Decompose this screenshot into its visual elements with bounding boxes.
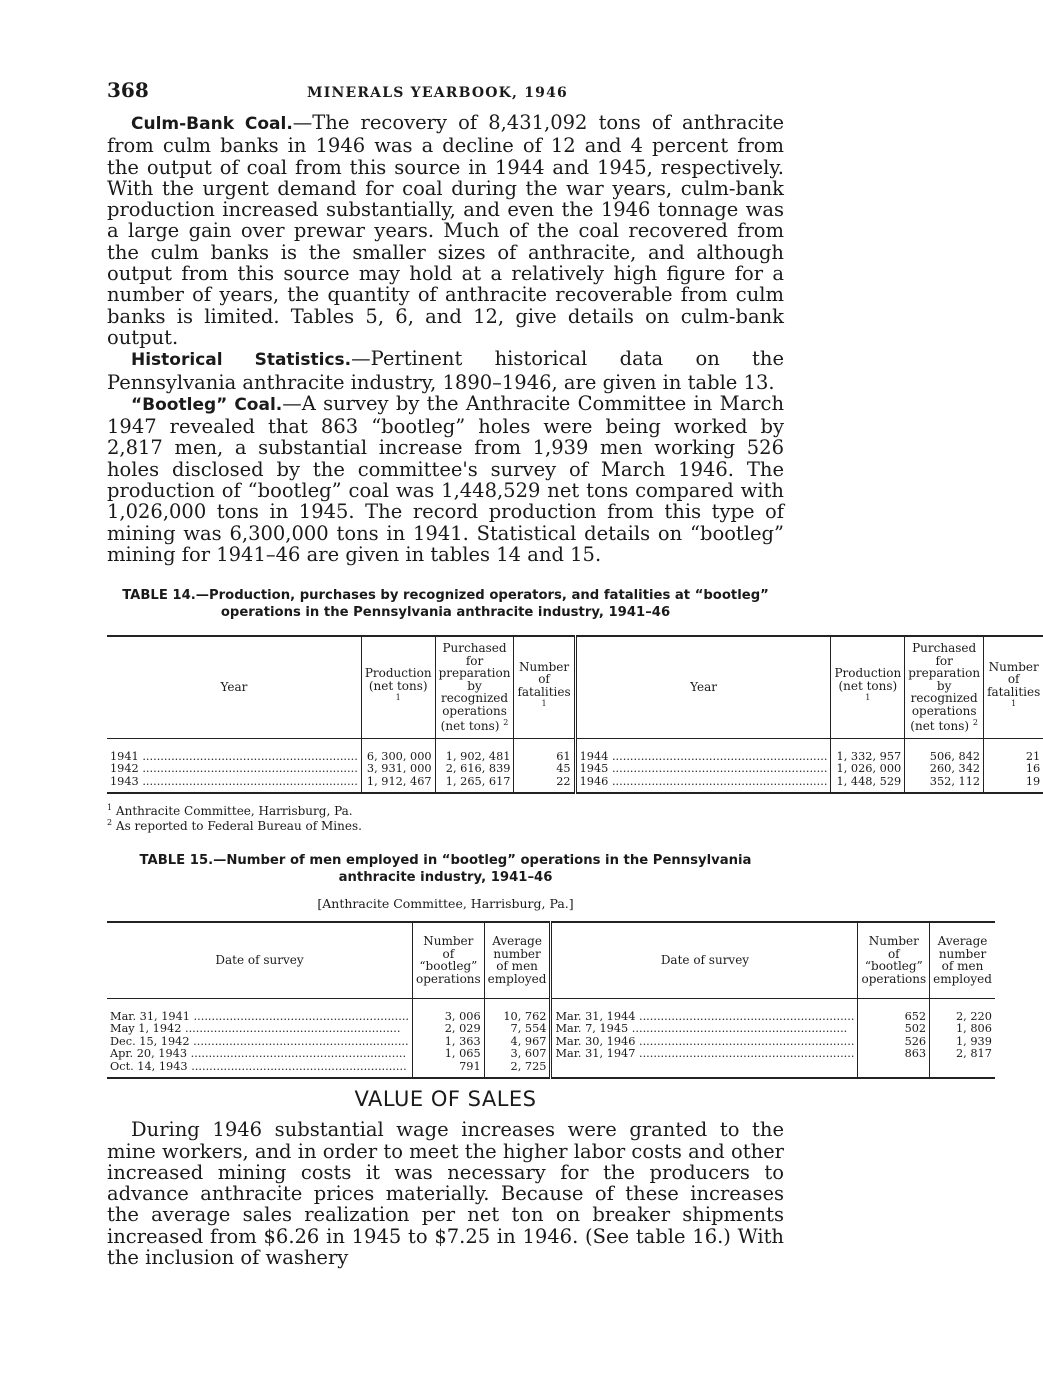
paragraph-text: —Pertinent historical data on the Pennsylvania anthracite industry, 1890–1946, are given in table 13. xyxy=(107,347,784,394)
col-header-production: Production (net tons) $^1$ xyxy=(361,636,435,738)
col-header-operations: Number of “bootleg” operations xyxy=(413,922,485,998)
table-14-title: TABLE 14.—Production, purchases by recognized operators, and fatalities at “bootleg” operations in the Pennsylvania anthracite industry, 1941–46 xyxy=(122,588,769,621)
table-row: 1941 ..... 6, 300, 000 1, 902, 481 61 1944 ..... 1, 332, 957 506, 842 21 xyxy=(107,738,1043,763)
paragraph-value-of-sales: During 1946 substantial wage increases were granted to the mine workers, and in order to meet the higher labor costs and other increased mining costs it was necessary for the producers to advance anthracite prices materially. Because of these increases the average sales realization per net ton on breaker shipments increased from $6.26 in 1945 to $7.25 in 1946. (See table 16.) With the inclusion of washery xyxy=(107,1118,784,1270)
table-15-title: TABLE 15.—Number of men employed in “bootleg” operations in the Pennsylvania anthracite industry, 1941–46 xyxy=(139,853,752,886)
footnote: $^2$ As reported to Federal Bureau of Mines. xyxy=(107,818,362,834)
col-header-fatalities: Number of fatalities $^1$ xyxy=(514,636,575,738)
col-header-date: Date of survey xyxy=(551,922,858,998)
footnote: $^1$ Anthracite Committee, Harrisburg, Pa. xyxy=(107,803,353,819)
table-15 xyxy=(107,921,995,1079)
paragraph-lead: Culm-Bank Coal. xyxy=(131,114,293,134)
col-header-purchased: Purchased for preparation by recognized operations (net tons) $^2$ xyxy=(435,636,514,738)
paragraph-text: —The recovery of 8,431,092 tons of anthracite from culm banks in 1946 was a decline of 12 and 4 percent from the output of coal from this source in 1944 and 1945, respectively. With the urgent demand for coal during the war years, culm-bank production increased substantially, and even the 1946 tonnage was a large gain over prewar years. Much of the coal recovered from the culm banks is the smaller sizes of anthracite, and although output from this source may hold at a relatively high figure for a number of years, the quantity of anthracite recoverable from culm banks is limited. Tables 5, 6, and 12, give details on culm-bank output. xyxy=(107,111,785,349)
page-header xyxy=(107,78,784,112)
col-header-year: Year xyxy=(107,636,361,738)
page-number: 368 xyxy=(107,78,149,102)
table-row: Dec. 15, 1942 ..... 1, 363 4, 967 Mar. 30, 1946 ..... 526 1, 939 xyxy=(107,1036,995,1049)
paragraph-lead: Historical Statistics. xyxy=(131,350,352,371)
col-header-year: Year xyxy=(575,636,831,738)
table-14 xyxy=(107,635,1043,794)
paragraph-bootleg xyxy=(107,393,784,565)
table-14-footnotes xyxy=(107,802,784,832)
col-header-fatalities: Number of fatalities $^1$ xyxy=(984,636,1043,738)
page xyxy=(107,78,1041,1270)
table-row: Apr. 20, 1943 ..... 1, 065 3, 607 Mar. 31, 1947 ..... 863 2, 817 xyxy=(107,1048,995,1061)
col-header-date: Date of survey xyxy=(107,922,413,998)
running-title: MINERALS YEARBOOK, 1946 xyxy=(307,85,568,101)
paragraph-culm-bank xyxy=(107,112,784,348)
col-header-purchased: Purchased for preparation by recognized operations (net tons) $^2$ xyxy=(905,636,984,738)
table-row: 1942 ..... 3, 931, 000 2, 616, 839 45 1945 ..... 1, 026, 000 260, 342 16 xyxy=(107,763,1043,776)
section-heading: VALUE OF SALES xyxy=(354,1087,537,1112)
table-row: 1943 ..... 1, 912, 467 1, 265, 617 22 1946 ..... 1, 448, 529 352, 112 19 xyxy=(107,776,1043,794)
paragraph-lead: “Bootleg” Coal. xyxy=(131,394,283,415)
paragraph-historical xyxy=(107,348,784,393)
table-15-subtitle: [Anthracite Committee, Harrisburg, Pa.] xyxy=(317,896,574,912)
col-header-production: Production (net tons) $^1$ xyxy=(831,636,905,738)
table-row: Mar. 31, 1941 ..... 3, 006 10, 762 Mar. 31, 1944 ..... 652 2, 220 xyxy=(107,998,995,1023)
table-row: Oct. 14, 1943 ..... 791 2, 725 xyxy=(107,1061,995,1079)
paragraph-text: —A survey by the Anthracite Committee in March 1947 revealed that 863 “bootleg” holes were being worked by 2,817 men, a substantial increase from 1,939 men working 526 holes disclosed by the committee's survey of March 1946. The production of “bootleg” coal was 1,448,529 net tons compared with 1,026,000 tons in 1945. The record production from this type of mining was 6,300,000 tons in 1941. Statistical details on “bootleg” mining for 1941–46 are given in tables 14 and 15. xyxy=(107,391,784,566)
table-row: May 1, 1942 ..... 2, 029 7, 554 Mar. 7, 1945 ..... 502 1, 806 xyxy=(107,1023,995,1036)
col-header-operations: Number of “bootleg” operations xyxy=(858,922,930,998)
col-header-men: Average number of men employed xyxy=(484,922,551,998)
col-header-men: Average number of men employed xyxy=(930,922,995,998)
